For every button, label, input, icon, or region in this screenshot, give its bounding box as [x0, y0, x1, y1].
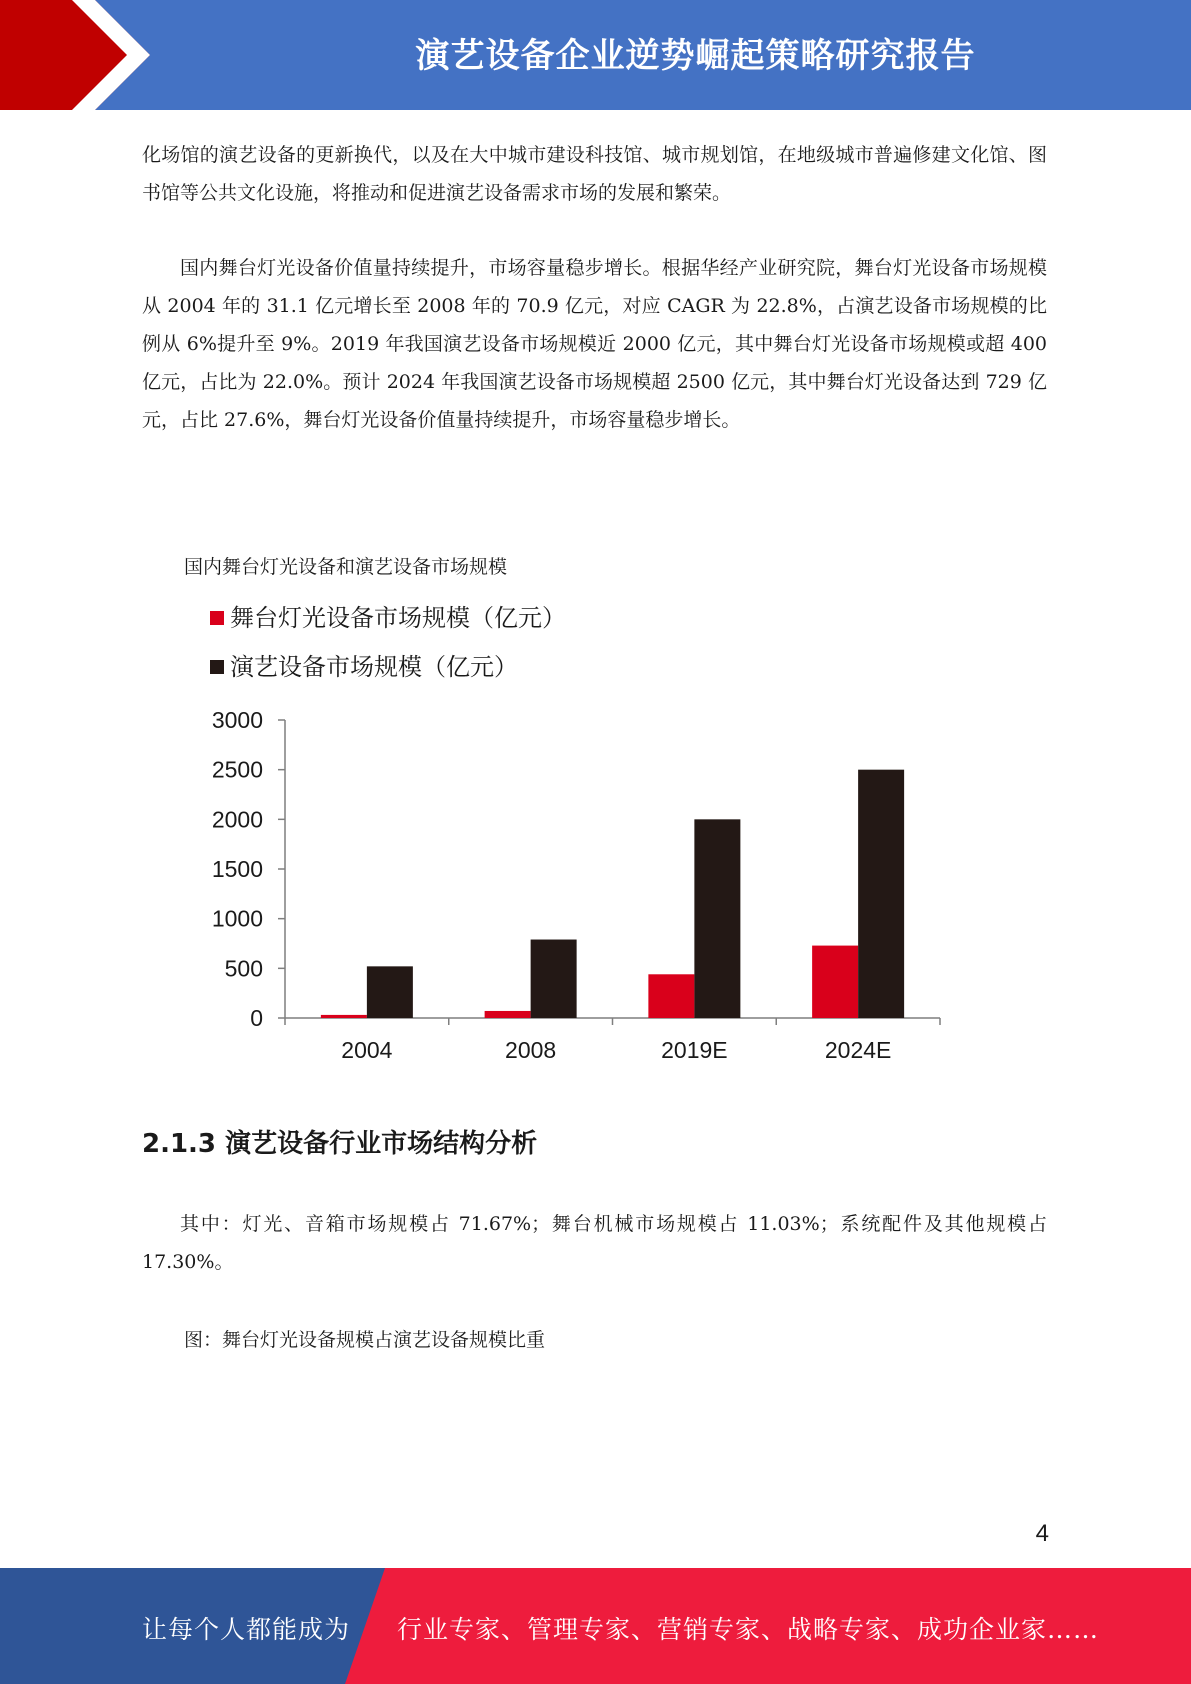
chart-caption: 国内舞台灯光设备和演艺设备市场规模 — [184, 556, 508, 578]
y-tick-label: 0 — [250, 1005, 263, 1031]
x-tick-label: 2024E — [824, 1037, 892, 1063]
section-heading: 2.1.3 演艺设备行业市场结构分析 — [142, 1129, 538, 1159]
y-tick-label: 500 — [224, 955, 263, 982]
bar-performance-2024E — [858, 770, 904, 1018]
paragraph-market-size: 国内舞台灯光设备价值量持续提升，市场容量稳步增长。根据华经产业研究院，舞台灯光设备市场规模从 2004 年的 31.1 亿元增长至 2008 年的 70.9 亿元，对应 CAGR 为 22.8%，占演艺设备市场规模的比例从 6%提升至 9%。2019 年我国演艺设备市场规模近 2000 亿元，其中舞台灯光设备市场规模或超 400 亿元，占比为 22.0%。预计 2024 年我国演艺设备市场规模超 2500 亿元，其中舞台灯光设备达到 729 亿元，占比 27.6%，舞台灯光设备价值量持续提升，市场容量稳步增长。 — [142, 257, 1047, 431]
y-tick-label: 2500 — [211, 756, 263, 783]
x-tick-label: 2019E — [661, 1037, 728, 1063]
footer-slogan-left: 让每个人都能成为 — [142, 1615, 351, 1644]
bar-performance-2019E — [694, 819, 740, 1018]
bar-lighting-2008 — [485, 1011, 531, 1018]
bar-chart-svg — [180, 585, 980, 1085]
paragraph-intro: 化场馆的演艺设备的更新换代，以及在大中城市建设科技馆、城市规划馆，在地级城市普遍修建文化馆、图书馆等公共文化设施，将推动和促进演艺设备需求市场的发展和繁荣。 — [142, 144, 1047, 204]
bar-lighting-2004 — [321, 1015, 367, 1018]
y-tick-label: 3000 — [211, 707, 263, 733]
x-tick-label: 2004 — [341, 1037, 393, 1063]
y-tick-label: 2000 — [211, 806, 263, 833]
market-size-chart — [180, 585, 980, 1085]
y-tick-label: 1000 — [211, 905, 263, 932]
x-tick-label: 2008 — [505, 1037, 557, 1063]
bar-lighting-2024E — [812, 946, 858, 1018]
legend-label-lighting: 舞台灯光设备市场规模（亿元） — [230, 604, 566, 632]
page-header — [0, 0, 1191, 110]
y-tick-label: 1500 — [211, 856, 263, 882]
report-title: 演艺设备企业逆势崛起策略研究报告 — [415, 36, 976, 76]
paragraph-structure: 其中：灯光、音箱市场规模占 71.67%；舞台机械市场规模占 11.03%；系统配件及其他规模占 17.30%。 — [142, 1213, 1047, 1273]
bar-lighting-2019E — [648, 974, 694, 1018]
page-footer — [0, 1568, 1191, 1684]
page-number: 4 — [1035, 1520, 1049, 1547]
footer-slogan-right: 行业专家、管理专家、营销专家、战略专家、成功企业家…… — [397, 1615, 1100, 1644]
bar-performance-2004 — [367, 966, 413, 1018]
legend-label-performance: 演艺设备市场规模（亿元） — [230, 653, 518, 681]
bar-performance-2008 — [531, 940, 577, 1018]
figure-caption: 图：舞台灯光设备规模占演艺设备规模比重 — [184, 1329, 546, 1351]
